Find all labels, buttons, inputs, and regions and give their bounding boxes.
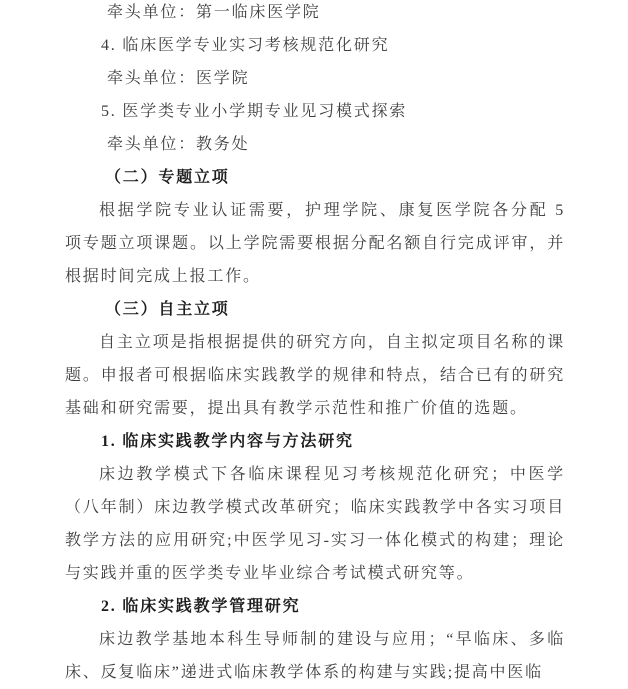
topic-item-5: 5. 医学类专业小学期专业见习模式探索 xyxy=(101,103,408,120)
paragraph-teaching-management: 床边教学基地本科生导师制的建设与应用；“早临床、多临床、反复临床”递进式临床教学体系的构建与实践;提高中医临 xyxy=(65,631,565,681)
section-heading-2-special-projects: （二）专题立项 xyxy=(105,169,230,186)
paragraph-self-initiated: 自主立项是指根据提供的研究方向，自主拟定项目名称的课题。申报者可根据临床实践教学的规律和特点，结合已有的研究基础和研究需要，提出具有教学示范性和推广价值的选题。 xyxy=(65,334,565,417)
section-heading-3-self-initiated: （三）自主立项 xyxy=(105,301,230,318)
subheading-2-teaching-management: 2. 临床实践教学管理研究 xyxy=(101,598,301,615)
lead-unit-line-medical-school: 牵头单位：医学院 xyxy=(107,70,250,87)
paragraph-teaching-content-methods: 床边教学模式下各临床课程见习考核规范化研究；中医学（八年制）床边教学模式改革研究；临床实践教学中各实习项目教学方法的应用研究;中医学见习-实习一体化模式的构建；理论与实践并重的医学类专业毕业综合考试模式研究等。 xyxy=(65,466,565,582)
topic-item-4: 4. 临床医学专业实习考核规范化研究 xyxy=(101,37,390,54)
lead-unit-line-first-clinical: 牵头单位：第一临床医学院 xyxy=(107,4,321,21)
lead-unit-line-academic-office: 牵头单位：教务处 xyxy=(107,136,250,153)
document-text-flow xyxy=(65,0,565,689)
subheading-1-teaching-content-methods: 1. 临床实践教学内容与方法研究 xyxy=(101,433,354,450)
paragraph-special-projects: 根据学院专业认证需要，护理学院、康复医学院各分配 5 项专题立项课题。以上学院需要根据分配名额自行完成评审，并根据时间完成上报工作。 xyxy=(65,202,565,285)
